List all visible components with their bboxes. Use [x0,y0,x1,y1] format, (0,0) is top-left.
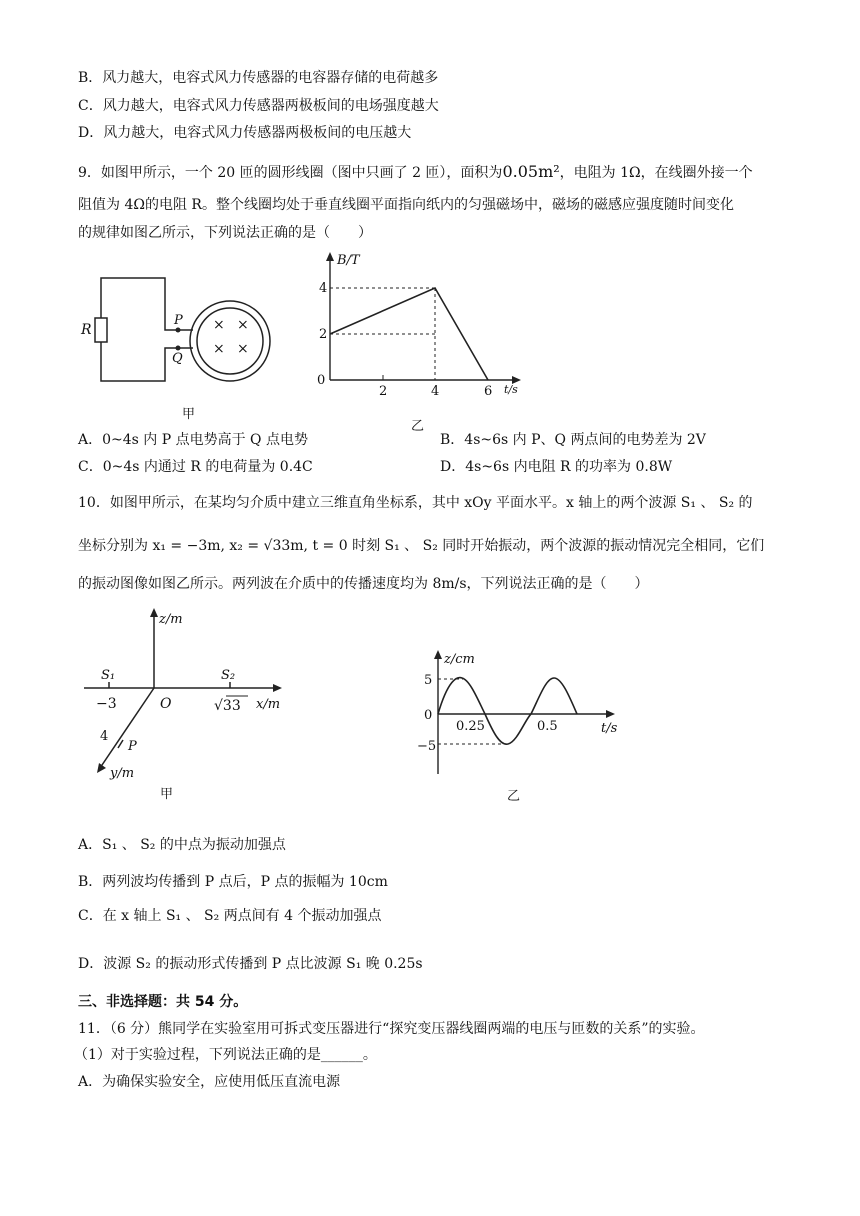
x-tick: 4 [431,384,440,399]
p-label: P [128,739,137,754]
field-cross: × [237,341,249,357]
q10-option-b: B．两列波均传播到 P 点后，P 点的振幅为 10cm [78,874,388,890]
q9-stem-line3: 的规律如图乙所示，下列说法正确的是（ ） [78,225,372,241]
q9-option-d: D．4s~6s 内电阻 R 的功率为 0.8W [440,459,673,475]
x-tick: 6 [484,384,493,399]
y-axis-label: B/T [337,253,360,268]
q9-stem-line1: 9．如图甲所示，一个 20 匝的圆形线圈（图中只画了 2 匝），面积为0.05m²，电阻为 1Ω，在线圈外接一个 [78,162,753,181]
x-tick: 0.5 [537,719,558,734]
y-axis-label: z/cm [444,652,475,667]
q10-option-a: A．S₁ 、 S₂ 的中点为振动加强点 [78,837,286,853]
vibration-curve [438,678,577,745]
figure-caption: 乙 [507,789,521,804]
q-label: Q [172,351,183,366]
field-cross: × [213,317,225,333]
section-heading: 三、非选择题：共 54 分。 [78,994,248,1010]
field-cross: × [213,341,225,357]
q8-option-c: C．风力越大，电容式风力传感器两极板间的电场强度越大 [78,98,439,114]
q10-stem-line2: 坐标分别为 x₁ = −3m, x₂ = √33m, t = 0 时刻 S₁ 、 S₂ 同时开始振动，两个波源的振动情况完全相同，它们 [78,538,765,554]
y-tick: 4 [319,281,328,296]
q11-option-a: A．为确保实验安全，应使用低压直流电源 [78,1074,341,1090]
figure-caption: 甲 [160,787,174,802]
q11-subquestion-1: （1）对于实验过程，下列说法正确的是______。 [74,1047,377,1063]
y-tick: −5 [417,739,437,754]
y-axis-label: y/m [110,766,135,781]
p-distance: 4 [100,729,109,744]
p-label: P [174,313,183,328]
q9-option-c: C．0~4s 内通过 R 的电荷量为 0.4C [78,459,313,475]
q11-stem: 11．（6 分）熊同学在实验室用可拆式变压器进行“探究变压器线圈两端的电压与匝数的关系”的实验。 [78,1021,705,1037]
q9-option-b: B．4s~6s 内 P、Q 两点间的电势差为 2V [440,432,706,448]
q10-option-c: C．在 x 轴上 S₁ 、 S₂ 两点间有 4 个振动加强点 [78,908,382,924]
q9-area-value: 0.05m² [502,162,560,181]
q9-option-a: A．0~4s 内 P 点电势高于 Q 点电势 [78,432,308,448]
s1-label: S₁ [101,668,116,683]
point-p-dot [176,328,181,333]
q9-stem-line2: 阻值为 4Ω的电阻 R。整个线圈均处于垂直线圈平面指向纸内的匀强磁场中，磁场的磁感应强度随时间变化 [78,197,734,213]
figure-caption: 乙 [411,419,425,434]
x-axis-label: t/s [504,383,518,396]
s1-coordinate: −3 [96,696,117,712]
x-axis-label: x/m [256,697,281,712]
q10-figure-vibration-graph [415,640,625,810]
field-cross: × [237,317,249,333]
resistor-label: R [81,322,92,338]
x-tick: 0.25 [456,719,485,734]
s2-label: S₂ [221,668,236,683]
origin-label: 0 [317,373,326,388]
z-axis-label: z/m [159,612,183,627]
q10-stem-line3: 的振动图像如图乙所示。两列波在介质中的传播速度均为 8m/s，下列说法正确的是（ ） [78,576,649,592]
q10-stem-line1: 10．如图甲所示，在某均匀介质中建立三维直角坐标系，其中 xOy 平面水平。x 轴上的两个波源 S₁ 、 S₂ 的 [78,495,753,511]
q8-option-b: B．风力越大，电容式风力传感器的电容器存储的电荷越多 [78,70,439,86]
q10-option-d: D．波源 S₂ 的振动形式传播到 P 点比波源 S₁ 晚 0.25s [78,956,423,972]
q10-figure-axes [78,600,298,810]
figure-caption: 甲 [182,407,196,422]
q8-option-d: D．风力越大，电容式风力传感器两极板间的电压越大 [78,125,412,141]
y-tick: 5 [424,673,433,688]
x-tick: 2 [379,384,388,399]
x-axis-label: t/s [601,721,618,736]
point-q-dot [176,346,181,351]
y-tick: 0 [424,708,433,723]
origin-label: O [160,696,172,712]
y-tick: 2 [319,327,328,342]
s2-coordinate: √33 [214,698,241,714]
q9-figure-circuit [70,268,300,428]
q9-figure-bt-graph [305,250,530,435]
